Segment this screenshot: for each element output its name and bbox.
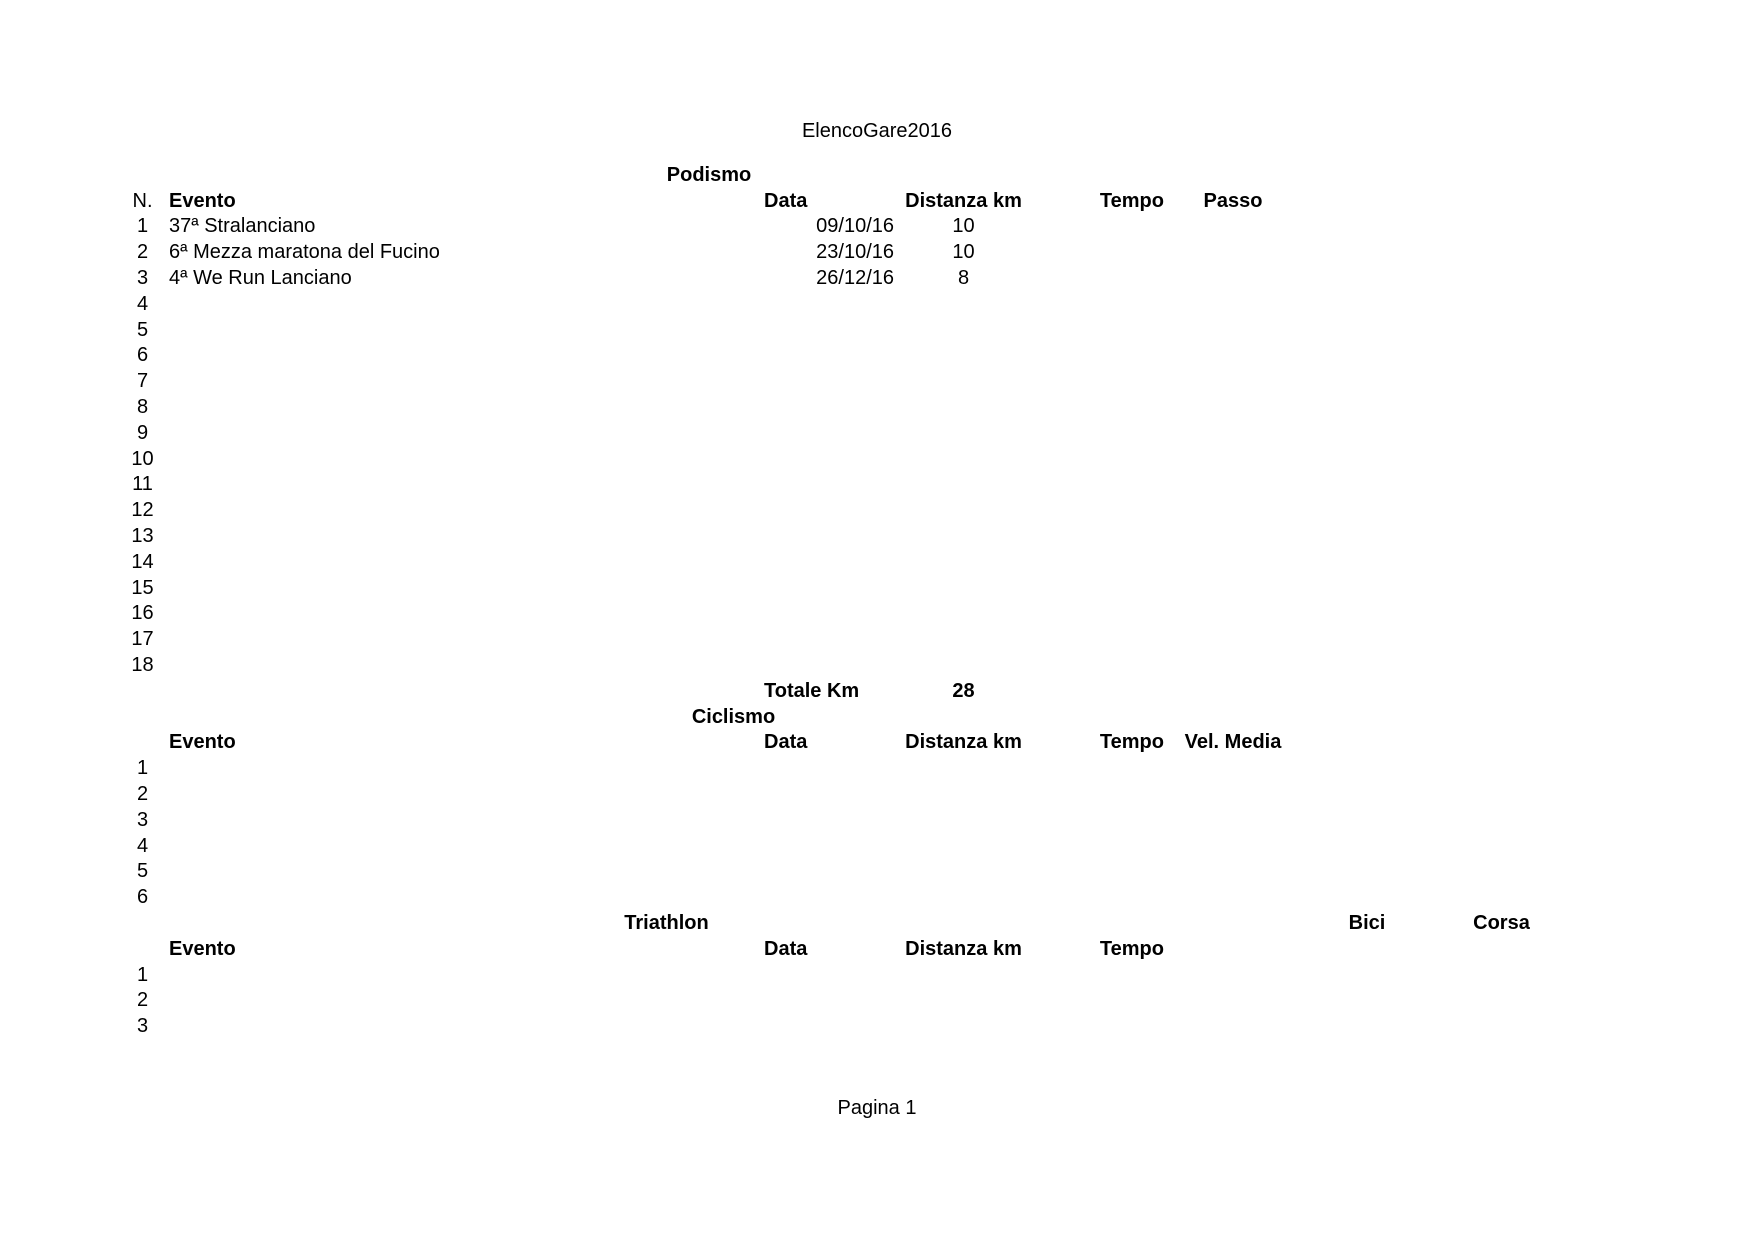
data-cell xyxy=(762,291,896,317)
distanza-cell xyxy=(896,575,1031,601)
tempo-cell xyxy=(1031,497,1166,523)
evento-cell xyxy=(167,497,762,523)
evento-cell xyxy=(167,755,762,781)
podismo-row xyxy=(118,446,1569,472)
ciclismo-header-row xyxy=(118,730,1569,756)
distanza-cell xyxy=(896,343,1031,369)
data-cell xyxy=(762,549,896,575)
distanza-cell xyxy=(896,626,1031,652)
data-cell xyxy=(762,988,896,1014)
data-cell xyxy=(762,497,896,523)
evento-cell xyxy=(167,291,762,317)
distanza-cell xyxy=(896,549,1031,575)
passo-cell xyxy=(1166,265,1300,291)
tempo-cell xyxy=(1031,265,1166,291)
evento-cell: 4ª We Run Lanciano xyxy=(169,267,352,290)
evento-cell: 6ª Mezza maratona del Fucino xyxy=(169,241,440,264)
row-number: 2 xyxy=(136,989,149,1012)
passo-cell xyxy=(1166,343,1300,369)
data-cell xyxy=(762,1013,896,1039)
evento-cell xyxy=(167,394,762,420)
ciclismo-row xyxy=(118,833,1569,859)
evento-cell: 37ª Stralanciano xyxy=(169,215,316,238)
data-cell xyxy=(762,652,896,678)
vel-media-cell xyxy=(1166,807,1300,833)
header-data: Data xyxy=(764,189,808,212)
podismo-row xyxy=(118,317,1569,343)
podismo-row xyxy=(118,472,1569,498)
distanza-cell xyxy=(896,781,1031,807)
triathlon-corsa: Corsa xyxy=(1473,912,1530,934)
triathlon-row xyxy=(118,962,1569,988)
ciclismo-row xyxy=(118,859,1569,885)
podismo-row xyxy=(118,420,1569,446)
tempo-cell xyxy=(1031,368,1166,394)
row-number: 16 xyxy=(131,602,154,625)
data-cell: 09/10/16 xyxy=(816,215,894,238)
ciclismo-header-data: Data xyxy=(764,731,808,754)
data-cell xyxy=(762,833,896,859)
evento-cell xyxy=(167,807,762,833)
podismo-row xyxy=(118,549,1569,575)
row-number: 8 xyxy=(136,396,149,419)
distanza-cell: 10 xyxy=(952,241,975,264)
ciclismo-title: Ciclismo xyxy=(691,705,776,728)
distanza-cell xyxy=(896,601,1031,627)
podismo-total-row xyxy=(118,678,1569,704)
passo-cell xyxy=(1166,626,1300,652)
distanza-cell: 8 xyxy=(957,267,970,290)
row-number: 6 xyxy=(136,886,149,909)
row-number: 17 xyxy=(131,628,154,651)
bici-cell xyxy=(1300,1013,1434,1039)
distanza-cell xyxy=(896,652,1031,678)
distanza-cell xyxy=(896,884,1031,910)
ciclismo-title-row xyxy=(118,704,1569,730)
passo-cell xyxy=(1166,291,1300,317)
evento-cell xyxy=(167,1013,762,1039)
distanza-cell xyxy=(896,833,1031,859)
row-number: 3 xyxy=(136,267,149,290)
distanza-cell xyxy=(896,807,1031,833)
tempo-cell xyxy=(1031,859,1166,885)
row-number: 6 xyxy=(136,344,149,367)
distanza-cell xyxy=(896,859,1031,885)
passo-cell xyxy=(1166,497,1300,523)
extra-cell xyxy=(1166,962,1300,988)
distanza-cell xyxy=(896,497,1031,523)
podismo-title: Podismo xyxy=(666,163,752,186)
data-cell xyxy=(762,755,896,781)
triathlon-row xyxy=(118,988,1569,1014)
podismo-row xyxy=(118,394,1569,420)
data-cell xyxy=(762,601,896,627)
extra-cell xyxy=(1166,988,1300,1014)
podismo-row xyxy=(118,239,1569,265)
distanza-cell xyxy=(896,472,1031,498)
spreadsheet xyxy=(118,162,1569,1039)
row-number: 1 xyxy=(136,963,149,986)
distanza-cell xyxy=(896,962,1031,988)
vel-media-cell xyxy=(1166,884,1300,910)
evento-cell xyxy=(167,575,762,601)
triathlon-title-row xyxy=(118,910,1569,936)
page-header: ElencoGare2016 xyxy=(801,120,953,142)
distanza-cell xyxy=(896,446,1031,472)
distanza-cell: 10 xyxy=(952,215,975,238)
podismo-row xyxy=(118,652,1569,678)
data-cell: 23/10/16 xyxy=(816,241,894,264)
data-cell xyxy=(762,523,896,549)
data-cell xyxy=(762,420,896,446)
evento-cell xyxy=(167,472,762,498)
tempo-cell xyxy=(1031,446,1166,472)
ciclismo-header-vel-media: Vel. Media xyxy=(1184,731,1282,754)
page-footer: Pagina 1 xyxy=(837,1097,917,1119)
tempo-cell xyxy=(1031,214,1166,240)
podismo-row xyxy=(118,601,1569,627)
distanza-cell xyxy=(896,988,1031,1014)
header-passo: Passo xyxy=(1203,189,1263,212)
data-cell xyxy=(762,368,896,394)
triathlon-row xyxy=(118,1013,1569,1039)
row-number: 3 xyxy=(136,808,149,831)
triathlon-title: Triathlon xyxy=(624,912,709,934)
row-number: 1 xyxy=(136,757,149,780)
row-number: 11 xyxy=(132,473,153,496)
tempo-cell xyxy=(1031,781,1166,807)
row-number: 7 xyxy=(136,370,149,393)
tempo-cell xyxy=(1031,420,1166,446)
data-cell xyxy=(762,962,896,988)
passo-cell xyxy=(1166,214,1300,240)
tempo-cell xyxy=(1031,394,1166,420)
evento-cell xyxy=(167,859,762,885)
triathlon-header-data: Data xyxy=(764,937,808,960)
ciclismo-header-distanza: Distanza km xyxy=(905,731,1022,754)
podismo-row xyxy=(118,343,1569,369)
passo-cell xyxy=(1166,652,1300,678)
data-cell xyxy=(762,317,896,343)
ciclismo-header-tempo: Tempo xyxy=(1099,731,1164,754)
evento-cell xyxy=(167,420,762,446)
corsa-cell xyxy=(1434,988,1569,1014)
header-tempo: Tempo xyxy=(1099,189,1164,212)
row-number: 9 xyxy=(136,421,149,444)
vel-media-cell xyxy=(1166,833,1300,859)
triathlon-header-row xyxy=(118,936,1569,962)
tempo-cell xyxy=(1031,549,1166,575)
data-cell xyxy=(762,394,896,420)
passo-cell xyxy=(1166,549,1300,575)
row-number: 18 xyxy=(131,654,154,677)
row-number: 3 xyxy=(136,1015,149,1038)
passo-cell xyxy=(1166,394,1300,420)
ciclismo-row xyxy=(118,807,1569,833)
podismo-row xyxy=(118,575,1569,601)
distanza-cell xyxy=(896,1013,1031,1039)
bici-cell xyxy=(1300,962,1434,988)
podismo-row xyxy=(118,368,1569,394)
triathlon-header-distanza: Distanza km xyxy=(905,937,1022,960)
evento-cell xyxy=(167,317,762,343)
vel-media-cell xyxy=(1166,755,1300,781)
row-number: 12 xyxy=(131,499,154,522)
tempo-cell xyxy=(1031,833,1166,859)
row-number: 2 xyxy=(136,241,149,264)
data-cell xyxy=(762,884,896,910)
tempo-cell xyxy=(1031,472,1166,498)
passo-cell xyxy=(1166,472,1300,498)
row-number: 5 xyxy=(136,318,149,341)
corsa-cell xyxy=(1434,1013,1569,1039)
row-number: 5 xyxy=(136,860,149,883)
evento-cell xyxy=(167,446,762,472)
data-cell xyxy=(762,446,896,472)
distanza-cell xyxy=(896,394,1031,420)
tempo-cell xyxy=(1031,523,1166,549)
row-number: 2 xyxy=(136,783,149,806)
tempo-cell xyxy=(1031,962,1166,988)
ciclismo-row xyxy=(118,755,1569,781)
passo-cell xyxy=(1166,575,1300,601)
total-label: Totale Km xyxy=(764,679,860,702)
ciclismo-row xyxy=(118,884,1569,910)
podismo-row xyxy=(118,626,1569,652)
evento-cell xyxy=(167,549,762,575)
header-distanza: Distanza km xyxy=(905,189,1022,212)
tempo-cell xyxy=(1031,884,1166,910)
triathlon-bici: Bici xyxy=(1348,912,1386,934)
tempo-cell xyxy=(1031,291,1166,317)
evento-cell xyxy=(167,601,762,627)
data-cell: 26/12/16 xyxy=(816,267,894,290)
vel-media-cell xyxy=(1166,859,1300,885)
distanza-cell xyxy=(896,368,1031,394)
distanza-cell xyxy=(896,317,1031,343)
podismo-row xyxy=(118,497,1569,523)
tempo-cell xyxy=(1031,626,1166,652)
evento-cell xyxy=(167,652,762,678)
vel-media-cell xyxy=(1166,781,1300,807)
data-cell xyxy=(762,343,896,369)
data-cell xyxy=(762,472,896,498)
evento-cell xyxy=(167,962,762,988)
ciclismo-header-evento: Evento xyxy=(169,731,236,754)
podismo-row xyxy=(118,523,1569,549)
passo-cell xyxy=(1166,368,1300,394)
data-cell xyxy=(762,575,896,601)
extra-cell xyxy=(1166,1013,1300,1039)
distanza-cell xyxy=(896,291,1031,317)
total-value: 28 xyxy=(952,679,975,702)
distanza-cell xyxy=(896,755,1031,781)
passo-cell xyxy=(1166,523,1300,549)
tempo-cell xyxy=(1031,1013,1166,1039)
row-number: 4 xyxy=(136,292,149,315)
row-number: 10 xyxy=(131,447,154,470)
bici-cell xyxy=(1300,988,1434,1014)
podismo-row xyxy=(118,265,1569,291)
evento-cell xyxy=(167,988,762,1014)
podismo-header-row xyxy=(118,188,1569,214)
data-cell xyxy=(762,859,896,885)
evento-cell xyxy=(167,523,762,549)
row-number: 4 xyxy=(136,834,149,857)
tempo-cell xyxy=(1031,652,1166,678)
tempo-cell xyxy=(1031,755,1166,781)
header-evento: Evento xyxy=(169,189,236,212)
passo-cell xyxy=(1166,601,1300,627)
corsa-cell xyxy=(1434,962,1569,988)
tempo-cell xyxy=(1031,601,1166,627)
ciclismo-row xyxy=(118,781,1569,807)
triathlon-header-evento: Evento xyxy=(169,937,236,960)
tempo-cell xyxy=(1031,988,1166,1014)
data-cell xyxy=(762,807,896,833)
distanza-cell xyxy=(896,523,1031,549)
podismo-row xyxy=(118,214,1569,240)
header-n: N. xyxy=(132,189,153,212)
podismo-title-row xyxy=(118,162,1569,188)
evento-cell xyxy=(167,368,762,394)
row-number: 13 xyxy=(131,525,154,548)
evento-cell xyxy=(167,343,762,369)
evento-cell xyxy=(167,626,762,652)
passo-cell xyxy=(1166,239,1300,265)
triathlon-header-tempo: Tempo xyxy=(1099,937,1164,960)
tempo-cell xyxy=(1031,239,1166,265)
data-cell xyxy=(762,781,896,807)
tempo-cell xyxy=(1031,575,1166,601)
evento-cell xyxy=(167,781,762,807)
evento-cell xyxy=(167,833,762,859)
passo-cell xyxy=(1166,420,1300,446)
tempo-cell xyxy=(1031,343,1166,369)
distanza-cell xyxy=(896,420,1031,446)
evento-cell xyxy=(167,884,762,910)
row-number: 1 xyxy=(136,215,149,238)
tempo-cell xyxy=(1031,807,1166,833)
data-cell xyxy=(762,626,896,652)
race-table xyxy=(118,162,1569,1039)
row-number: 15 xyxy=(131,576,154,599)
tempo-cell xyxy=(1031,317,1166,343)
podismo-row xyxy=(118,291,1569,317)
passo-cell xyxy=(1166,446,1300,472)
passo-cell xyxy=(1166,317,1300,343)
row-number: 14 xyxy=(131,550,154,573)
